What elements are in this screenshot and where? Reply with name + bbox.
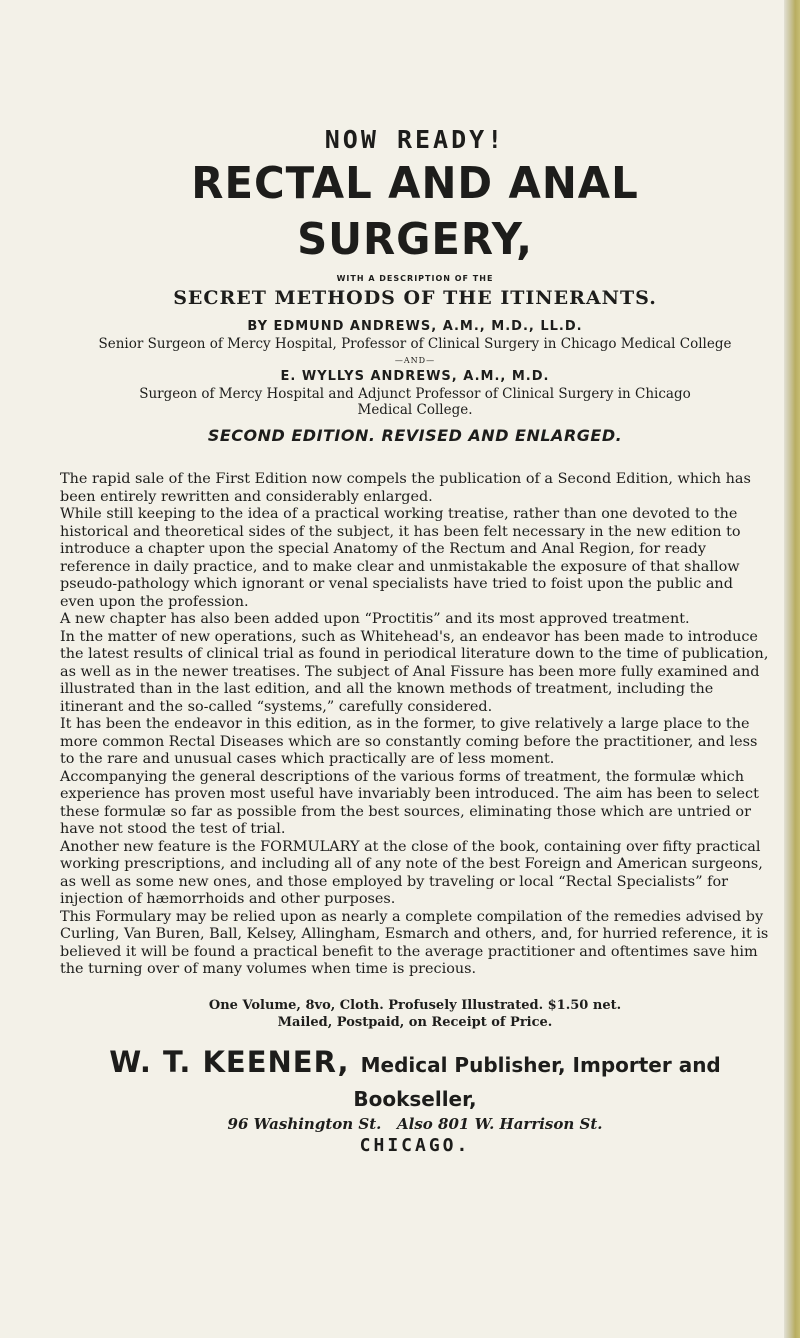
now-ready-heading: NOW READY!: [324, 125, 506, 154]
publisher-role: Medical Publisher, Importer and Bookseller,: [353, 1052, 721, 1111]
price-offer: [60, 997, 770, 1031]
page-edge: [784, 0, 800, 1338]
secret-methods-subtitle: SECRET METHODS OF THE ITINERANTS.: [173, 287, 657, 309]
book-title: RECTAL AND ANAL SURGERY,: [191, 158, 639, 265]
publisher-city: CHICAGO.: [359, 1134, 471, 1156]
paragraph-3: A new chapter has also been added upon “Proctitis” and its most approved treatment.: [60, 611, 690, 627]
paragraph-1: The rapid sale of the First Edition now compels the publication of a Second Edition, which has been entirely rewritten and considerably enlarged.: [60, 471, 751, 505]
publisher-line: [60, 1045, 770, 1113]
paragraph-8: This Formulary may be relied upon as nearly a complete compilation of the remedies advised by Curling, Van Buren, Ball, Kelsey, Allingham, Esmarch and others, and, for hurried reference, it is believed it will be found a practical benefit to the average practitioner and oftentimes save him the turning over of many volumes when time is precious.: [60, 908, 769, 977]
second-author: E. WYLLYS ANDREWS, A.M., M.D.: [280, 369, 550, 384]
publisher-address: 96 Washington St. Also 801 W. Harrison St.: [227, 1114, 603, 1133]
mailing-line: Mailed, Postpaid, on Receipt of Price.: [277, 1014, 553, 1030]
and-separator: —AND—: [394, 356, 436, 365]
paragraph-7: Another new feature is the FORMULARY at the close of the book, containing over fifty practical working prescriptions, and including all of any note of the best Foreign and American surgeons, as well as some new ones, and those employed by traveling or local “Rectal Specialists” for injection of hæmorrhoids and other purposes.: [60, 838, 763, 907]
with-description-line: WITH A DESCRIPTION OF THE: [336, 274, 494, 283]
publisher-name: W. T. KEENER,: [109, 1044, 350, 1079]
price-line: One Volume, 8vo, Cloth. Profusely Illustrated. $1.50 net.: [208, 997, 622, 1013]
advertisement-page: [60, 125, 770, 1156]
first-author: BY EDMUND ANDREWS, A.M., M.D., LL.D.: [247, 319, 583, 334]
paragraph-4: In the matter of new operations, such as Whitehead's, an endeavor has been made to introduce the latest results of clinical trial as found in periodical literature down to the time of publication, as well as in the newer treatises. The subject of Anal Fissure has been more fully examined and illustrated than in the last edition, and all the known methods of treatment, including the itinerant and the so-called “systems,” carefully considered.: [60, 628, 769, 715]
second-author-credentials-1: Surgeon of Mercy Hospital and Adjunct Professor of Clinical Surgery in Chicago: [139, 386, 691, 402]
description-body: [60, 471, 770, 979]
paragraph-6: Accompanying the general descriptions of the various forms of treatment, the formulæ which experience has proven most useful have invariably been introduced. The aim has been to select these formulæ so far as possible from the best sources, eliminating those which are untried or have not stood the test of trial.: [60, 768, 759, 837]
paragraph-5: It has been the endeavor in this edition, as in the former, to give relatively a large place to the more common Rectal Diseases which are so constantly coming before the practitioner, and less to the rare and unusual cases which practically are of less moment.: [60, 716, 758, 767]
paragraph-2: While still keeping to the idea of a practical working treatise, rather than one devoted to the historical and theoretical sides of the subject, it has been felt necessary in the new edition to introduce a chapter upon the special Anatomy of the Rectum and Anal Region, for ready reference in daily practice, and to make clear and unmistakable the exposure of that shallow pseudo-pathology which ignorant or venal specialists have tried to foist upon the public and even upon the profession.: [60, 506, 741, 610]
edition-notice: SECOND EDITION. REVISED AND ENLARGED.: [207, 426, 623, 445]
second-author-credentials-2: Medical College.: [357, 402, 473, 418]
first-author-credentials: Senior Surgeon of Mercy Hospital, Professor of Clinical Surgery in Chicago Medical College: [98, 336, 732, 352]
